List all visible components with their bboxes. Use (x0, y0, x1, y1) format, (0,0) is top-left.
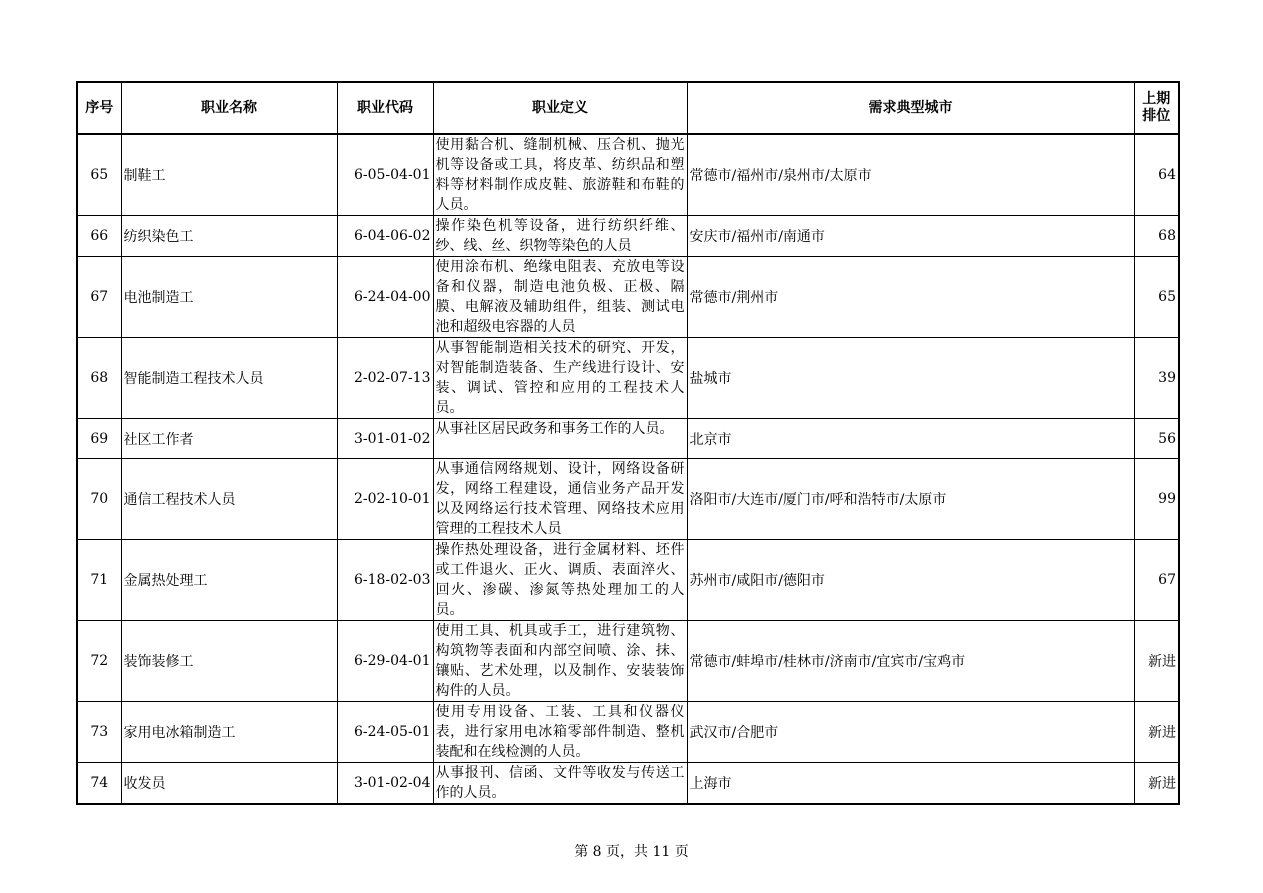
cell-definition: 使用涂布机、绝缘电阻表、充放电等设备和仪器，制造电池负极、正极、隔膜、电解液及辅助组件，组装、测试电池和超级电容器的人员 (433, 257, 687, 338)
page-footer (0, 841, 1263, 861)
cell-no: 70 (77, 459, 121, 540)
cell-prev-rank: 65 (1134, 257, 1179, 338)
cell-name: 装饰装修工 (121, 621, 337, 702)
cell-definition: 从事智能制造相关技术的研究、开发，对智能制造装备、生产线进行设计、安装、调试、管控和应用的工程技术人员。 (433, 338, 687, 419)
header-no: 序号 (77, 82, 121, 134)
header-code: 职业代码 (337, 82, 433, 134)
cell-definition: 使用专用设备、工装、工具和仪器仪表，进行家用电冰箱零部件制造、整机装配和在线检测的人员。 (433, 702, 687, 763)
cell-name: 电池制造工 (121, 257, 337, 338)
cell-definition: 操作染色机等设备，进行纺织纤维、纱、线、丝、织物等染色的人员 (433, 216, 687, 257)
cell-prev-rank: 新进 (1134, 763, 1179, 805)
cell-name: 智能制造工程技术人员 (121, 338, 337, 419)
cell-no: 73 (77, 702, 121, 763)
page-number-text: 第 8 页，共 11 页 (574, 844, 689, 860)
cell-cities: 常德市/荆州市 (687, 257, 1134, 338)
cell-definition: 使用黏合机、缝制机械、压合机、抛光机等设备或工具，将皮革、纺织品和塑料等材料制作成皮鞋、旅游鞋和布鞋的人员。 (433, 134, 687, 216)
cell-code: 6-24-04-00 (337, 257, 433, 338)
cell-code: 3-01-01-02 (337, 419, 433, 459)
cell-no: 66 (77, 216, 121, 257)
occupation-table (76, 81, 1180, 805)
header-prev-rank-line1: 上期 (1142, 91, 1171, 107)
cell-cities: 安庆市/福州市/南通市 (687, 216, 1134, 257)
cell-definition: 使用工具、机具或手工，进行建筑物、构筑物等表面和内部空间喷、涂、抹、镶贴、艺术处理，以及制作、安装装饰构件的人员。 (433, 621, 687, 702)
cell-name: 家用电冰箱制造工 (121, 702, 337, 763)
cell-prev-rank: 68 (1134, 216, 1179, 257)
cell-name: 金属热处理工 (121, 540, 337, 621)
cell-name: 收发员 (121, 763, 337, 805)
cell-prev-rank: 39 (1134, 338, 1179, 419)
cell-code: 6-24-05-01 (337, 702, 433, 763)
header-cities: 需求典型城市 (687, 82, 1134, 134)
table-row (77, 134, 1179, 216)
cell-cities: 盐城市 (687, 338, 1134, 419)
table-row (77, 459, 1179, 540)
table-row (77, 216, 1179, 257)
table-row (77, 257, 1179, 338)
cell-name: 纺织染色工 (121, 216, 337, 257)
cell-no: 65 (77, 134, 121, 216)
cell-definition: 从事通信网络规划、设计，网络设备研发，网络工程建设，通信业务产品开发以及网络运行技术管理、网络技术应用管理的工程技术人员 (433, 459, 687, 540)
cell-prev-rank: 新进 (1134, 702, 1179, 763)
header-definition: 职业定义 (433, 82, 687, 134)
cell-prev-rank: 56 (1134, 419, 1179, 459)
cell-code: 6-29-04-01 (337, 621, 433, 702)
cell-no: 69 (77, 419, 121, 459)
cell-code: 6-04-06-02 (337, 216, 433, 257)
cell-cities: 常德市/福州市/泉州市/太原市 (687, 134, 1134, 216)
cell-prev-rank: 99 (1134, 459, 1179, 540)
header-prev-rank-line2: 排位 (1142, 108, 1171, 124)
cell-no: 67 (77, 257, 121, 338)
cell-definition: 操作热处理设备，进行金属材料、坯件或工件退火、正火、调质、表面淬火、回火、渗碳、渗氮等热处理加工的人员。 (433, 540, 687, 621)
cell-cities: 上海市 (687, 763, 1134, 805)
cell-no: 72 (77, 621, 121, 702)
cell-code: 2-02-10-01 (337, 459, 433, 540)
cell-prev-rank: 新进 (1134, 621, 1179, 702)
cell-cities: 苏州市/咸阳市/德阳市 (687, 540, 1134, 621)
table-row (77, 338, 1179, 419)
cell-definition: 从事社区居民政务和事务工作的人员。 (433, 419, 687, 459)
table-row (77, 702, 1179, 763)
table-row (77, 763, 1179, 805)
cell-definition: 从事报刊、信函、文件等收发与传送工作的人员。 (433, 763, 687, 805)
table-header-row (77, 82, 1179, 134)
cell-no: 71 (77, 540, 121, 621)
table-row (77, 419, 1179, 459)
cell-no: 68 (77, 338, 121, 419)
cell-no: 74 (77, 763, 121, 805)
header-name: 职业名称 (121, 82, 337, 134)
cell-cities: 常德市/蚌埠市/桂林市/济南市/宜宾市/宝鸡市 (687, 621, 1134, 702)
cell-code: 2-02-07-13 (337, 338, 433, 419)
table-row (77, 621, 1179, 702)
header-prev-rank (1134, 82, 1179, 134)
cell-cities: 北京市 (687, 419, 1134, 459)
cell-name: 社区工作者 (121, 419, 337, 459)
cell-code: 3-01-02-04 (337, 763, 433, 805)
cell-prev-rank: 67 (1134, 540, 1179, 621)
cell-prev-rank: 64 (1134, 134, 1179, 216)
cell-name: 制鞋工 (121, 134, 337, 216)
cell-name: 通信工程技术人员 (121, 459, 337, 540)
cell-code: 6-18-02-03 (337, 540, 433, 621)
table-row (77, 540, 1179, 621)
cell-cities: 武汉市/合肥市 (687, 702, 1134, 763)
cell-cities: 洛阳市/大连市/厦门市/呼和浩特市/太原市 (687, 459, 1134, 540)
cell-code: 6-05-04-01 (337, 134, 433, 216)
